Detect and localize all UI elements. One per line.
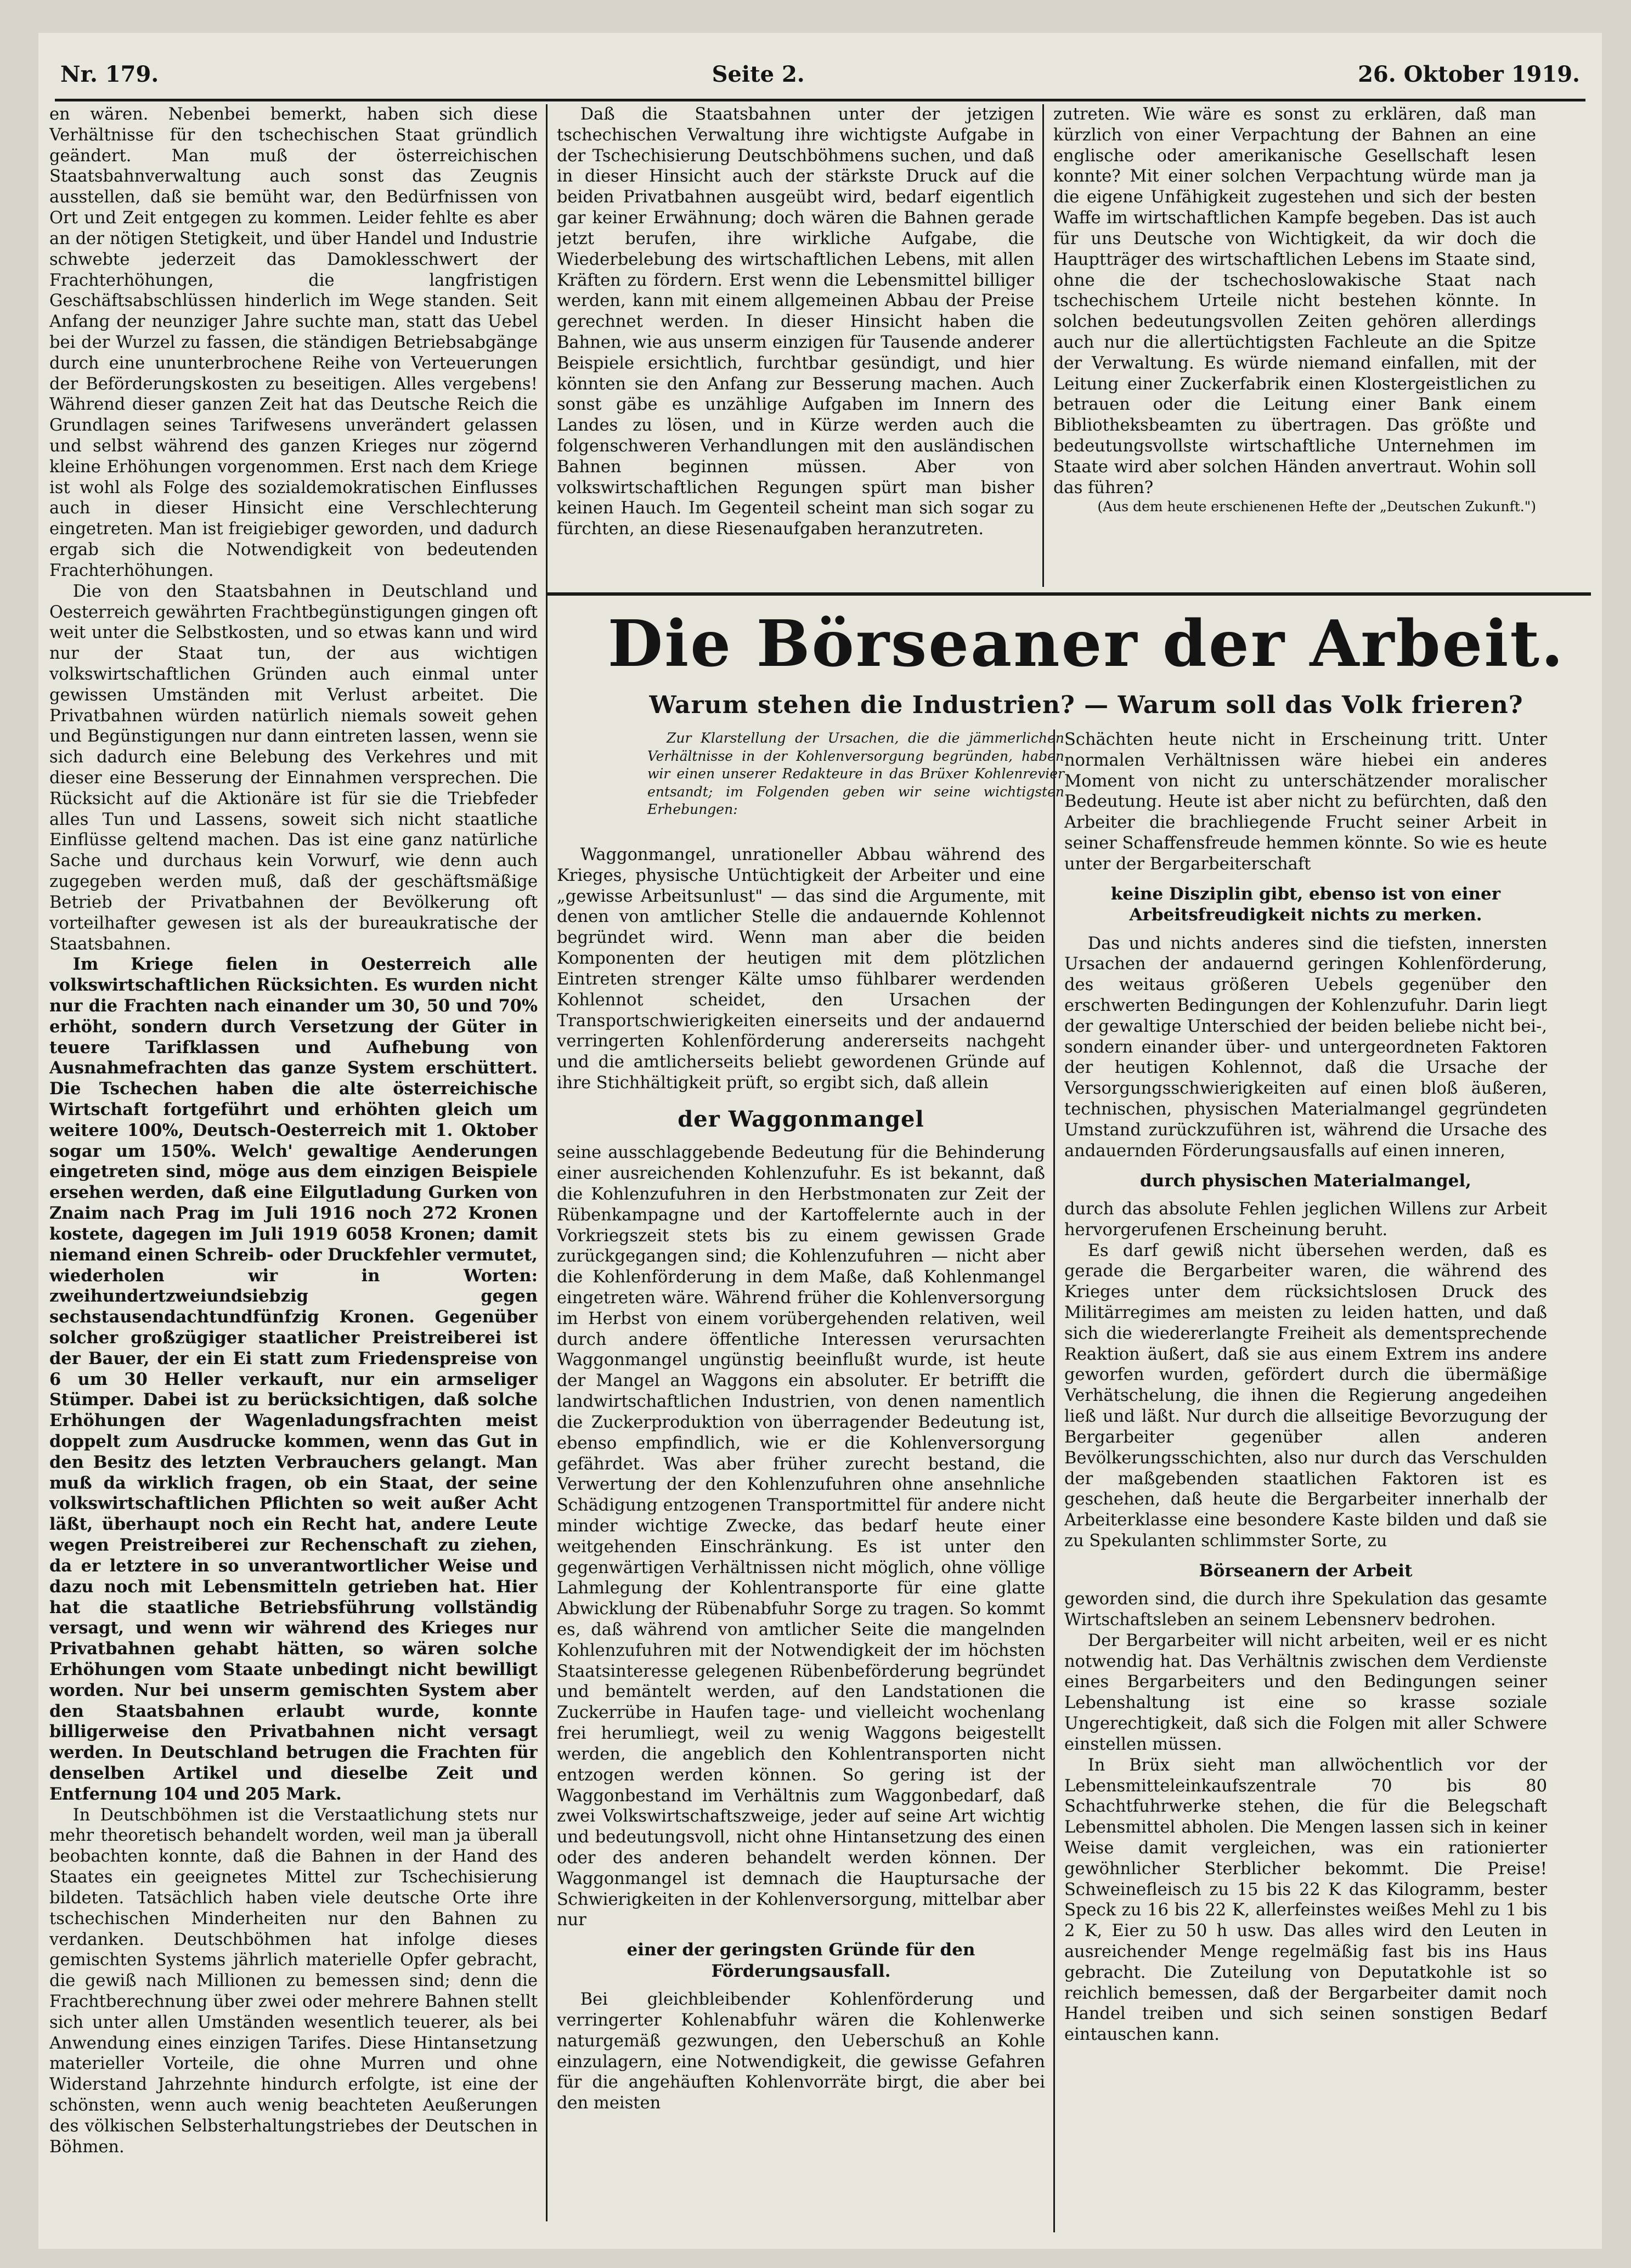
section-heading: der Waggonmangel xyxy=(678,1106,924,1132)
paragraph: Bei gleichbleibender Kohlenförderung und verringerter Kohlenabfuhr wären die Kohlenwerke naturgemäß gezwungen, den Ueberschuß an Kohle einzulagern, eine Notwendigkeit, die gewisse Gefahren für die angehäuften Kohlenvorräte birgt, die aber bei den meisten xyxy=(557,1990,1045,2113)
issue-number: Nr. 179. xyxy=(60,61,159,87)
column-2 xyxy=(557,104,1034,584)
column-divider xyxy=(1053,729,1055,2232)
paragraph: durch das absolute Fehlen jeglichen Willens zur Arbeit hervorgerufenen Erscheinung beruht. xyxy=(1064,1199,1547,1240)
section-rule xyxy=(546,592,1591,596)
section-heading: durch physischen Materialmangel, xyxy=(1140,1170,1471,1191)
page-number: Seite 2. xyxy=(712,61,805,87)
paragraph: geworden sind, die durch ihre Spekulation das gesamte Wirtschaftsleben an seinem Lebensnerv bedrohen. xyxy=(1064,1590,1547,1630)
column-divider xyxy=(546,104,548,2221)
paragraph: zutreten. Wie wäre es sonst zu erklären, daß man kürzlich von einer Verpachtung der Bahnen an eine englische oder amerikanische Gesellschaft lesen konnte? Mit einer solchen Verpachtung würde man ja die eigene Unfähigkeit zugestehen und sich der besten Waffe im wirtschaftlichen Kampfe begeben. Das ist auch für uns Deutsche von Wichtigkeit, da wir doch die Hauptträger des wirtschaftlichen Lebens im Staate sind, ohne die der tschechoslowakische Staat nach tschechischem Urteile nicht bestehen könnte. In solchen bedeutungsvollen Zeiten gehören allerdings auch nur die allertüchtigsten Fachleute an die Spitze der Verwaltung. Es würde niemand einfallen, mit der Leitung einer Zuckerfabrik einen Klostergeistlichen zu betrauen oder die Leitung einer Bank einem Bibliotheksbeamten zu übertragen. Das größte und bedeutungsvollste wirtschaftliche Unternehmen im Staate wird aber solchen Händen anvertraut. Wohin soll das führen? xyxy=(1053,105,1536,497)
column-3 xyxy=(1053,104,1536,587)
column-1 xyxy=(49,104,538,2221)
article-intro xyxy=(647,729,1064,819)
paragraph: Die von den Staatsbahnen in Deutschland und Oesterreich gewährten Frachtbegünstigungen gingen oft weit unter die Selbstkosten, und so etwas kann und wird nur der Staat tun, der aus wichtigen volkswirtschaftlichen Gründen auch einmal unter gewissen Umständen mit Verlust arbeitet. Die Privatbahnen würden natürlich niemals soweit gehen und Begünstigungen nur dann eintreten lassen, wenn sie sich dadurch eine Belebung des Verkehres und mit dieser eine Besserung der Einnahmen versprechen. Die Rücksicht auf die Aktionäre ist für sie die Triebfeder alles Tun und Lassens, soweit sich nicht staatliche Einflüsse geltend machen. Das ist eine ganz natürliche Sache und durchaus kein Vorwurf, wie denn auch zugegeben werden muß, daß der geschäftsmäßige Betrieb der Privatbahnen der Bevölkerung oft vorteilhafter gewesen ist als der bureaukratische der Staatsbahnen. xyxy=(49,581,538,954)
article-column-b xyxy=(1064,729,1547,2232)
section-heading: Börseanern der Arbeit xyxy=(1199,1560,1413,1581)
article-column-a xyxy=(557,845,1045,2232)
paragraph: seine ausschlaggebende Bedeutung für die Behinderung einer ausreichenden Kohlenzufuhr. Es ist bekannt, daß die Kohlenzufuhren in den Herbstmonaten zur Zeit der Rübenkampagne und der Kartoffelernte auch in der Vorkriegszeit stets bis zu einem gewissen Grade zurückgegangen sind; die Kohlenzufuhren — nicht aber die Kohlenförderung in dem Maße, daß Kohlenmangel eingetreten wäre. Während früher die Kohlenversorgung im Herbst von einem vorübergehenden relativen, weil durch andere öffentliche Interessen verursachten Waggonmangel ungünstig beeinflußt wurde, ist heute der Mangel an Waggons ein absoluter. Er betrifft die landwirtschaftlichen Industrien, von denen namentlich die Zuckerproduktion von überragender Bedeutung ist, ebenso empfindlich, wie er die Kohlenversorgung gefährdet. Was aber früher zurecht bestand, die Verwertung der den Kohlenzufuhren ohne ansehnliche Schädigung entzogenen Transportmittel für andere nicht minder wichtige Zwecke, das bedarf heute einer weitgehenden Einschränkung. Es ist unter den gegenwärtigen Verhältnissen nicht möglich, ohne völlige Lahmlegung der Kohlentransporte für eine glatte Abwicklung der Rübenabfuhr Sorge zu tragen. So kommt es, daß während von amtlicher Seite die mangelnden Kohlenzufuhren mit der Notwendigkeit der im höchsten Staatsinteresse gelegenen Rübenbeförderung begründet und bemäntelt werden, auf den Landstationen die Zuckerrübe in Haufen tage- und vielleicht wochenlang frei herumliegt, weil zu wenig Waggons beigestellt werden, die angeblich den Kohlentransporten nicht entzogen werden können. So gering ist der Waggonbestand im Verhältnis zum Waggonbedarf, daß zwei Volkswirtschaftszweige, jeder auf seine Art wichtig und bedeutungsvoll, nicht ohne Hintansetzung des einen oder des anderen behandelt werden können. Der Waggonmangel ist demnach die Hauptursache der Schwierigkeiten in der Kohlenversorgung, mittelbar aber nur xyxy=(557,1143,1045,1930)
paragraph: Im Kriege fielen in Oesterreich alle volkswirtschaftlichen Rücksichten. Es wurden nicht nur die Frachten nach einander um 30, 50 und 70% erhöht, sondern durch Versetzung der Güter in teuere Tarifklassen und Aufhebung von Ausnahmefrachten das ganze System erschüttert. Die Tschechen haben die alte österreichische Wirtschaft fortgeführt und erhöhten gleich um weitere 100%, Deutsch-Oesterreich mit 1. Oktober sogar um 150%. Welch' gewaltige Aenderungen eingetreten sind, möge aus dem einzigen Beispiele ersehen werden, daß eine Eilgutladung Gurken von Znaim nach Prag im Juli 1916 noch 272 Kronen kostete, dagegen im Juli 1919 6058 Kronen; damit niemand einen Schreib- oder Druckfehler vermutet, wiederholen wir in Worten: zweihundertzweiundsiebzig gegen sechstausendachtundfünfzig Kronen. Gegenüber solcher großzügiger staatlicher Preistreiberei ist der Bauer, der ein Ei statt zum Friedenspreise von 6 um 30 Heller verkauft, nur ein armseliger Stümper. Dabei ist zu berücksichtigen, daß solche Erhöhungen der Wagenladungsfrachten meist doppelt zum Ausdrucke kommen, wenn das Gut in den Besitz des letzten Verbrauchers gelangt. Man muß da wirklich fragen, ob ein Staat, der seine volkswirtschaftlichen Pflichten so weit außer Acht läßt, überhaupt noch ein Recht hat, andere Leute wegen Preistreiberei zur Rechenschaft zu ziehen, da er letztere in so unverantwortlicher Weise und dazu noch mit Lebensmitteln getrieben hat. Hier hat die staatliche Betriebsführung vollständig versagt, und wenn wir während des Krieges nur Privatbahnen gehabt hätten, so wären solche Erhöhungen vom Staate unbedingt nicht bewilligt worden. Nur bei unserm gemischten System aber den Staatsbahnen erlaubt wurde, konnte billigerweise den Privatbahnen nicht versagt werden. In Deutschland betrugen die Frachten für denselben Artikel und dieselbe Zeit und Entfernung 104 und 205 Mark. xyxy=(49,954,538,1804)
running-head xyxy=(60,55,1580,93)
paragraph: Das und nichts anderes sind die tiefsten, innersten Ursachen der andauernd geringen Kohlenförderung, des weitaus größeren Uebels gegenüber den erschwerten Bedingungen der Kohlenzufuhr. Darin liegt der gewaltige Unterschied der beiden beliebe nicht bei-, sondern einander über- und untergeordneten Faktoren der heutigen Kohlennot, daß die Ursache der Versorgungsschwierigkeiten auf einen bloß äußeren, technischen, physischen Materialmangel gegründeten Umstand zurückzuführen ist, während die Ursache des andauernden Förderungsausfalls auf einen inneren, xyxy=(1064,934,1547,1161)
paragraph: Daß die Staatsbahnen unter der jetzigen tschechischen Verwaltung ihre wichtigste Aufgabe in der Tschechisierung Deutschböhmens suchen, und daß in dieser Hinsicht auch der stärkste Druck auf die beiden Privatbahnen ausgeübt wird, bedarf eigentlich gar keiner Erwähnung; doch wären die Bahnen gerade jetzt berufen, ihre wirkliche Aufgabe, die Wiederbelebung des wirtschaftlichen Lebens, mit allen Kräften zu fördern. Erst wenn die Lebensmittel billiger werden, kann mit einem allgemeinen Abbau der Preise gerechnet werden. In dieser Hinsicht haben die Bahnen, wie aus unserm einzigen für Tausende anderer Beispiele ersichtlich, furchtbar gesündigt, und hier könnten sie den Anfang zur Besserung machen. Auch sonst gäbe es unzählige Aufgaben im Innern des Landes zu lösen, und in Kürze werden auch die folgenschweren Verhandlungen mit den ausländischen Bahnen beginnen müssen. Aber von volkswirtschaftlichen Regungen spürt man bisher keinen Hauch. Im Gegenteil scheint man sich sogar zu fürchten, an diese Riesenaufgaben heranzutreten. xyxy=(557,105,1034,539)
paragraph: In Deutschböhmen ist die Verstaatlichung stets nur mehr theoretisch behandelt worden, weil man ja überall beobachten konnte, daß die Bahnen in der Hand des Staates ein geeignetes Mittel zur Tschechisierung bildeten. Tatsächlich haben viele deutsche Orte ihre tschechischen Minderheiten nur den Bahnen zu verdanken. Deutschböhmen hat infolge dieses gemischten Systems jährlich materielle Opfer gebracht, die gewiß nach Millionen zu bemessen sind; denn die Frachtberechnung über zwei oder mehrere Bahnen stellt sich unter allen Umständen wesentlich teuerer, als bei Anwendung eines einzigen Tarifes. Diese Hintansetzung materieller Vorteile, die ohne Murren und ohne Widerstand Jahrzehnte hindurch erfolgte, ist eine der schönsten, wenn auch wenig beachteten Aeußerungen des völkischen Selbsterhaltungstriebes der Deutschen in Böhmen. xyxy=(49,1805,538,2157)
intro-text: Zur Klarstellung der Ursachen, die die jämmerlichen Verhältnisse in der Kohlenversorgung begründen, haben wir einen unserer Redakteure in das Brüxer Kohlenrevier entsandt; im Folgenden geben wir seine wichtigsten Erhebungen: xyxy=(647,730,1064,817)
column-divider xyxy=(1042,104,1044,587)
paragraph: In Brüx sieht man allwöchentlich vor der Lebensmitteleinkaufszentrale 70 bis 80 Schachtfuhrwerke stehen, die für die Belegschaft Lebensmittel abholen. Die Mengen lassen sich in keiner Weise damit vergleichen, was ein rationierter gewöhnlicher Sterblicher bekommt. Die Preise! Schweinefleisch zu 15 bis 22 K das Kilogramm, bester Speck zu 16 bis 22 K, allerfeinstes weißes Mehl zu 1 bis 2 K, Eier zu 50 h usw. Das alles wird den Leuten in ausreichender Menge regelmäßig fast bis ins Haus gebracht. Die Zuteilung von Deputatkohle ist so reichlich bemessen, daß der Bergarbeiter damit noch Handel treiben und sich seinen sonstigen Bedarf eintauschen kann. xyxy=(1064,1755,1547,2045)
article-subheadline: Warum stehen die Industrien? — Warum soll das Volk frieren? xyxy=(649,691,1523,719)
paragraph: Waggonmangel, unrationeller Abbau während des Krieges, physische Untüchtigkeit der Arbeiter und eine „gewisse Arbeitsunlust" — das sind die Argumente, mit denen von amtlicher Stelle die andauernde Kohlennot begründet wird. Wenn man aber die beiden Komponenten der heutigen mit dem plötzlichen Eintreten strenger Kälte umso fühlbarer werdenden Kohlennot scheidet, den Ursachen der Transportschwierigkeiten einerseits und der andauernd verringerten Kohlenförderung andererseits nachgeht und die amtlicherseits beliebt gewordenen Gründe auf ihre Stichhältigkeit prüft, so ergibt sich, daß allein xyxy=(557,845,1045,1093)
paragraph: Es darf gewiß nicht übersehen werden, daß es gerade die Bergarbeiter waren, die während des Krieges unter dem rücksichtslosen Druck des Militärregimes am meisten zu leiden hatten, und daß sich die wiedererlangte Freiheit als dementsprechende Reaktion äußert, daß sie aus einem Extrem ins andere geworfen wurden, gefördert durch die übermäßige Verhätschelung, die ihnen die Regierung angedeihen ließ und läßt. Nur durch die allseitige Bevorzugung der Bergarbeiter gegenüber allen anderen Bevölkerungsschichten, also nur durch das Verschulden der maßgebenden staatlichen Faktoren ist es geschehen, daß heute die Bergarbeiter innerhalb der Arbeiterklasse eine besondere Kaste bilden und daß sie zu Spekulanten schlimmster Sorte, zu xyxy=(1064,1241,1547,1551)
paragraph: Schächten heute nicht in Erscheinung tritt. Unter normalen Verhältnissen wäre hiebei ein anderes Moment von nicht zu unterschätzender moralischer Bedeutung. Heute ist aber nicht zu befürchten, daß den Arbeiter die brachliegende Frucht seiner Arbeit in seiner Schaffensfreude hemmen könnte. So wie es heute unter der Bergarbeiterschaft xyxy=(1064,730,1547,874)
section-heading: einer der geringsten Gründe für den Förderungsausfall. xyxy=(627,1940,975,1981)
header-rule xyxy=(55,99,1585,101)
paragraph: en wären. Nebenbei bemerkt, haben sich diese Verhältnisse für den tschechischen Staat gründlich geändert. Man muß der österreichischen Staatsbahnverwaltung auch sonst das Zeugnis ausstellen, daß sie bemüht war, den Bedürfnissen von Ort und Zeit entgegen zu kommen. Leider fehlte es aber an der nötigen Stetigkeit, und über Handel und Industrie schwebte jederzeit das Damoklesschwert der Frachterhöhungen, die langfristigen Geschäftsabschlüssen hinderlich im Wege standen. Seit Anfang der neunziger Jahre suchte man, statt das Uebel bei der Wurzel zu fassen, die ständigen Betriebsabgänge durch eine ununterbrochene Reihe von Verteuerungen der Beförderungskosten zu beseitigen. Alles vergebens! Während dieser ganzen Zeit hat das Deutsche Reich die Grundlagen seines Tarifwesens unverändert gelassen und selbst während des ganzen Krieges nur zögernd kleine Erhöhungen vorgenommen. Erst nach dem Kriege ist wohl als Folge des sozialdemokratischen Einflusses auch in dieser Hinsicht eine Verschlechterung eingetreten. Man ist freigiebiger geworden, und dadurch ergab sich die Notwendigkeit von bedeutenden Frachterhöhungen. xyxy=(49,105,538,580)
paragraph: Der Bergarbeiter will nicht arbeiten, weil er es nicht notwendig hat. Das Verhältnis zwischen dem Verdienste eines Bergarbeiters und den Bedingungen seiner Lebenshaltung ist eine so krasse soziale Ungerechtigkeit, daß sich die Folgen mit aller Schwere einstellen müssen. xyxy=(1064,1631,1547,1754)
source-note: (Aus dem heute erschienenen Hefte der „Deutschen Zukunft.") xyxy=(1097,499,1536,515)
section-heading: keine Disziplin gibt, ebenso ist von einer Arbeitsfreudigkeit nichts zu merken. xyxy=(1110,884,1501,925)
newspaper-page xyxy=(38,33,1602,2249)
issue-date: 26. Oktober 1919. xyxy=(1358,61,1580,87)
article-headline: Die Börseaner der Arbeit. xyxy=(607,607,1565,681)
